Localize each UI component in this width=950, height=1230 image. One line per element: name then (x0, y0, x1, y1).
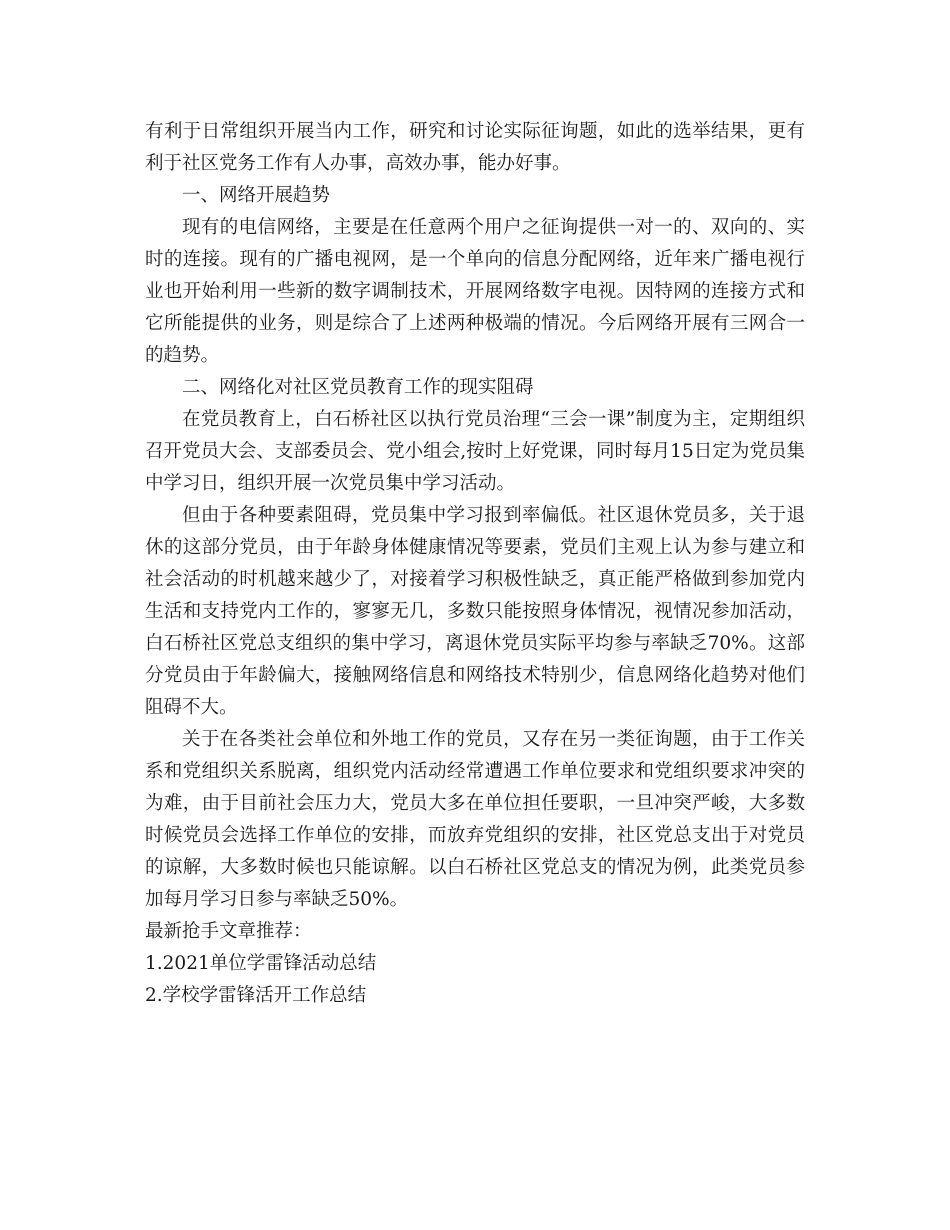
paragraph-working-members: 关于在各类社会单位和外地工作的党员，又存在另一类征询题，由于工作关系和党组织关系脱离，组织党内活动经常遭遇工作单位要求和党组织要求冲突的为难，由于目前社会压力大，党员大多在单位担任要职，一旦冲突严峻，大多数时候党员会选择工作单位的安排，而放弃党组织的安排，社区党总支出于对党员的谅解，大多数时候也只能谅解。以白石桥社区党总支的情况为例，此类党员参加每月学习日参与率缺乏50%。 (145, 729, 805, 910)
document-body (145, 116, 805, 1012)
paragraph-network-trend: 现有的电信网络，主要是在任意两个用户之征询提供一对一的、双向的、实时的连接。现有的广播电视网，是一个单向的信息分配网络，近年来广播电视行业也开始利用一些新的数字调制技术，开展网络数字电视。因特网的连接方式和它所能提供的业务，则是综合了上述两种极端的情况。今后网络开展有三网合一的趋势。 (145, 217, 805, 366)
paragraph-retired-members: 但由于各种要素阻碍，党员集中学习报到率偏低。社区退休党员多，关于退休的这部分党员，由于年龄身体健康情况等要素，党员们主观上认为参与建立和社会活动的时机越来越少了，对接着学习积极性缺乏，真正能严格做到参加党内生活和支持党内工作的，寥寥无几，多数只能按照身体情况，视情况参加活动，白石桥社区党总支组织的集中学习，离退休党员实际平均参与率缺乏70%。这部分党员由于年龄偏大，接触网络信息和网络技术特别少，信息网络化趋势对他们阻碍不大。 (145, 505, 805, 718)
recommended-article-link-1[interactable]: 1.2021单位学雷锋活动总结 (145, 953, 377, 974)
recommended-article-link-2[interactable]: 2.学校学雷锋活开工作总结 (145, 985, 367, 1006)
section-heading-network-trend: 一、网络开展趋势 (182, 185, 331, 206)
paragraph-party-education: 在党员教育上，白石桥社区以执行党员治理“三会一课”制度为主，定期组织召开党员大会、支部委员会、党小组会,按时上好党课，同时每月15日定为党员集中学习日，组织开展一次党员集中学习活动。 (145, 409, 805, 494)
section-heading-obstacles: 二、网络化对社区党员教育工作的现实阻碍 (182, 377, 534, 398)
recommended-articles-heading: 最新抢手文章推荐： (145, 921, 312, 942)
paragraph-intro-continuation: 有利于日常组织开展当内工作，研究和讨论实际征询题，如此的选举结果，更有利于社区党务工作有人办事，高效办事，能办好事。 (145, 121, 805, 174)
